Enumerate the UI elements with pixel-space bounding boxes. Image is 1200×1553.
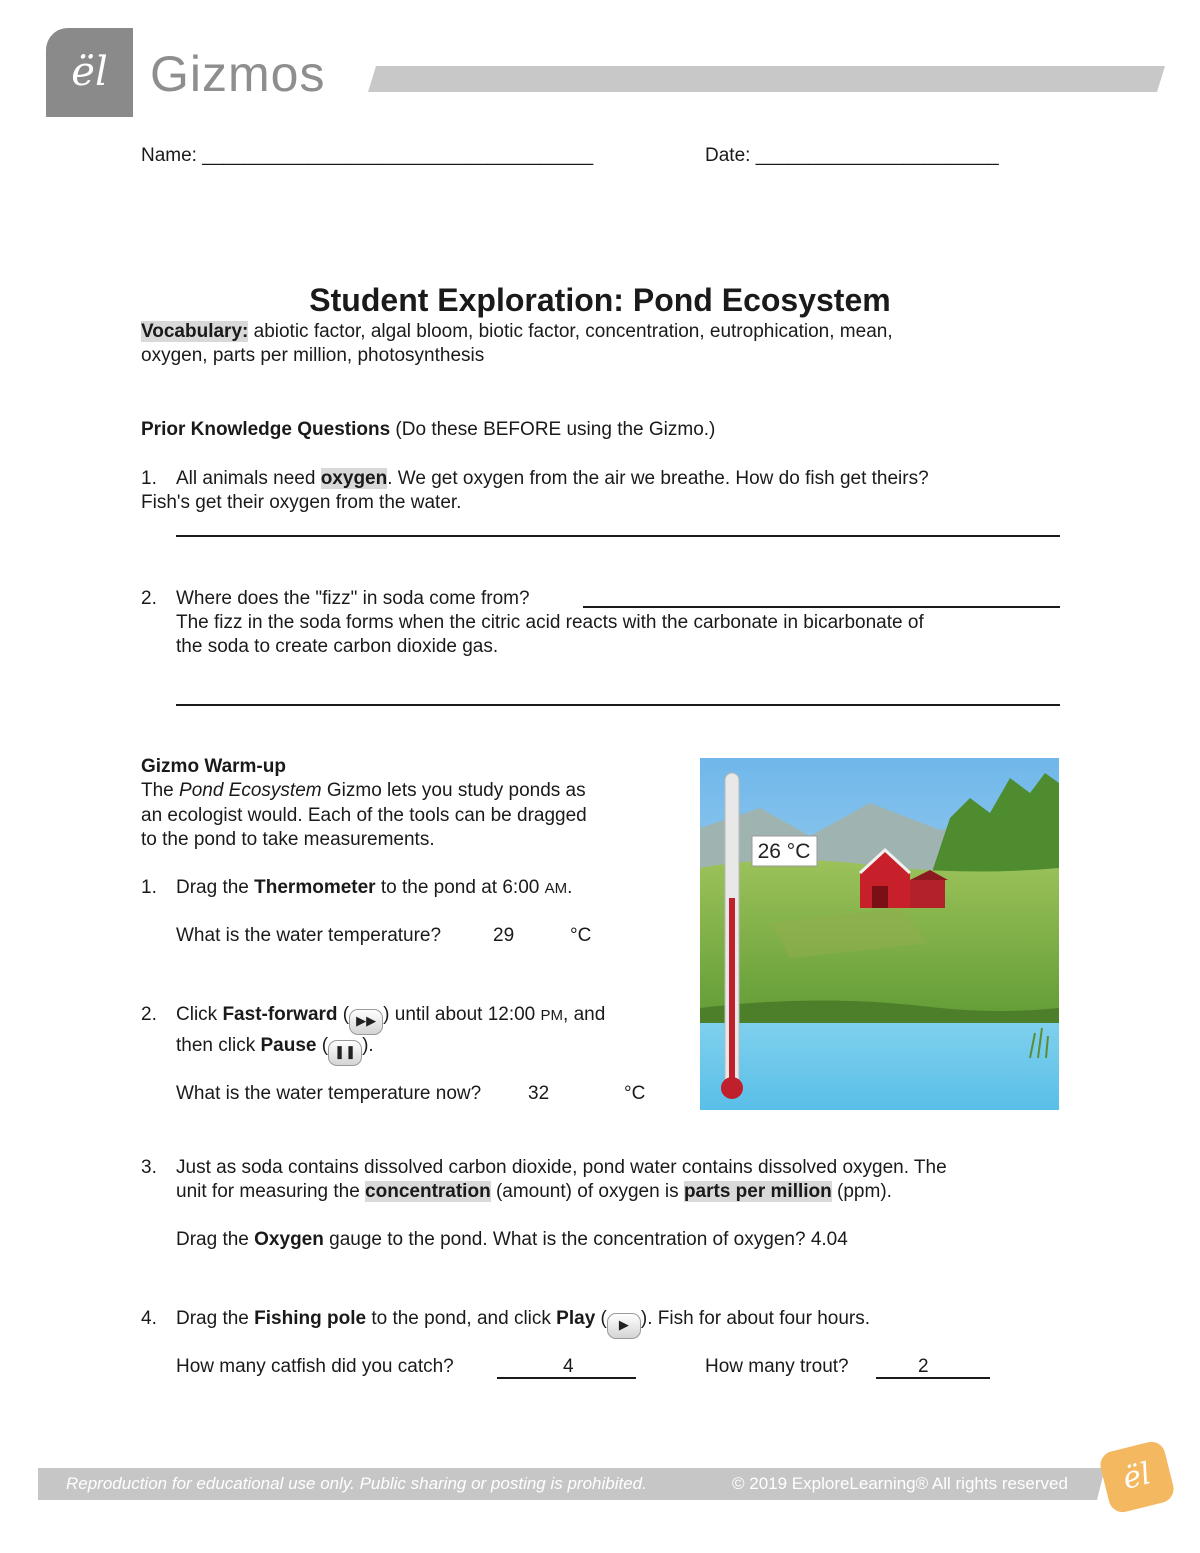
thermometer-reading: 26 °C	[757, 840, 811, 863]
step3-number: 3.	[141, 1157, 157, 1178]
question-2	[141, 587, 530, 611]
step2-mid2: ) until about 12:00	[383, 1004, 541, 1025]
step-3-line2	[176, 1180, 892, 1204]
vocabulary-line2: oxygen, parts per million, photosynthesis	[141, 345, 485, 366]
footer-copyright: © 2019 ExploreLearning® All rights reserved	[732, 1474, 1068, 1493]
brand-name: Gizmos	[150, 46, 326, 102]
step2-pm: PM	[540, 1007, 564, 1024]
step1-number: 1.	[141, 877, 157, 898]
prior-note: (Do these BEFORE using the Gizmo.)	[390, 419, 716, 440]
q2-inline-line	[583, 606, 1060, 608]
q2-answer-line2[interactable]: the soda to create carbon dioxide gas.	[176, 636, 499, 657]
warmup-heading	[141, 755, 286, 779]
q1-text-post: . We get oxygen from the air we breathe. How do fish get theirs?	[387, 468, 929, 489]
step2-mid3: , and	[563, 1004, 606, 1025]
prior-knowledge-heading	[141, 418, 715, 442]
step-1	[141, 876, 572, 901]
vocabulary-terms: abiotic factor, algal bloom, biotic factor, concentration, eutrophication, mean,	[248, 321, 893, 342]
footer-notice: Reproduction for educational use only. Public sharing or posting is prohibited.	[66, 1474, 647, 1493]
step2-mid1: (	[337, 1004, 350, 1025]
footer-logo-glyph: ël	[1119, 1456, 1155, 1497]
step-3	[141, 1156, 947, 1180]
control-play: Play	[556, 1308, 596, 1329]
step-2	[141, 1003, 605, 1035]
step2-line2-mid: (	[316, 1035, 329, 1056]
intro-post: Gizmo lets you study ponds as	[321, 780, 586, 801]
step2-line2-end: ).	[362, 1035, 374, 1056]
vocabulary-label: Vocabulary:	[141, 321, 249, 342]
term-parts-per-million: parts per million	[683, 1181, 832, 1202]
step3-q-pre: Drag the	[176, 1229, 255, 1250]
q1-text-pre: All animals need	[176, 468, 321, 489]
step2-question: What is the water temperature now?	[176, 1083, 482, 1104]
q2-answer-line	[176, 704, 1060, 706]
step1-question: What is the water temperature?	[176, 925, 442, 946]
step3-q-post: gauge to the pond. What is the concentration of oxygen?	[323, 1229, 806, 1250]
step2-unit: °C	[624, 1083, 646, 1104]
step3-line1: Just as soda contains dissolved carbon dioxide, pond water contains dissolved oxygen. The	[176, 1157, 947, 1178]
gizmo-name: Pond Ecosystem	[179, 780, 322, 801]
tool-oxygen: Oxygen	[254, 1229, 324, 1250]
term-oxygen: oxygen	[320, 468, 388, 489]
explorelearning-logo-icon	[1097, 1439, 1176, 1515]
pond-scene-illustration	[700, 758, 1059, 1110]
step1-am: AM	[544, 880, 568, 897]
tool-fishing-pole: Fishing pole	[254, 1308, 367, 1329]
question-1	[141, 467, 929, 491]
date-line	[705, 144, 999, 168]
q2-answer-line1[interactable]: The fizz in the soda forms when the citric acid reacts with the carbonate in bicarbonate of	[176, 612, 924, 633]
catfish-question: How many catfish did you catch?	[176, 1356, 454, 1377]
vocabulary-line1	[141, 320, 893, 344]
q2-number: 2.	[141, 588, 157, 609]
step4-number: 4.	[141, 1308, 157, 1329]
trout-answer-line	[876, 1377, 990, 1379]
date-label: Date:	[705, 145, 751, 166]
name-label: Name:	[141, 145, 197, 166]
step4-pre: Drag the	[176, 1308, 255, 1329]
trout-question: How many trout?	[705, 1356, 849, 1377]
control-fast-forward: Fast-forward	[222, 1004, 338, 1025]
warmup-intro1	[141, 779, 586, 803]
trout-answer[interactable]: 2	[918, 1356, 929, 1377]
gizmos-logo-icon	[46, 28, 133, 117]
intro-pre: The	[141, 780, 180, 801]
warmup-heading-text: Gizmo Warm-up	[141, 756, 286, 777]
play-icon[interactable]: ▶	[607, 1313, 641, 1339]
name-line	[141, 144, 593, 168]
step3-answer[interactable]: 4.04	[810, 1229, 848, 1250]
step-2-line2	[176, 1034, 374, 1066]
q1-answer[interactable]: Fish's get their oxygen from the water.	[141, 492, 462, 513]
logo-glyph: ël	[71, 49, 108, 95]
catfish-answer[interactable]: 4	[563, 1356, 574, 1377]
step1-answer[interactable]: 29	[493, 925, 515, 946]
step4-paren: (	[595, 1308, 607, 1329]
step1-post: to the pond at 6:00	[375, 877, 545, 898]
step1-pre: Drag the	[176, 877, 255, 898]
warmup-intro2: an ecologist would. Each of the tools can be dragged	[141, 805, 587, 826]
step2-pre: Click	[176, 1004, 223, 1025]
step3-question	[176, 1228, 848, 1252]
header-bar	[368, 66, 1165, 92]
control-pause: Pause	[260, 1035, 317, 1056]
step4-mid: to the pond, and click	[366, 1308, 557, 1329]
prior-heading: Prior Knowledge Questions	[141, 419, 391, 440]
step3-line2-mid: (amount) of oxygen is	[490, 1181, 684, 1202]
step-4	[141, 1307, 870, 1339]
step4-end: ). Fish for about four hours.	[640, 1308, 871, 1329]
step2-answer[interactable]: 32	[528, 1083, 550, 1104]
step1-end: .	[567, 877, 573, 898]
term-concentration: concentration	[365, 1181, 491, 1202]
q1-number: 1.	[141, 468, 157, 489]
page-title: Student Exploration: Pond Ecosystem	[309, 282, 891, 318]
q2-text: Where does the "fizz" in soda come from?	[176, 588, 530, 609]
pond-simulation-image	[700, 758, 1059, 1110]
date-blank[interactable]: _______________________	[755, 145, 999, 166]
warmup-intro3: to the pond to take measurements.	[141, 829, 435, 850]
name-blank[interactable]: _____________________________________	[202, 145, 594, 166]
pause-icon[interactable]: ❚❚	[328, 1040, 362, 1066]
tool-thermometer: Thermometer	[254, 877, 376, 898]
step2-line2-pre: then click	[176, 1035, 261, 1056]
step3-line2-end: (ppm).	[831, 1181, 892, 1202]
step3-line2-pre: unit for measuring the	[176, 1181, 366, 1202]
q1-answer-line	[176, 535, 1060, 537]
step1-unit: °C	[570, 925, 592, 946]
fast-forward-icon[interactable]: ▶▶	[349, 1009, 383, 1035]
step2-number: 2.	[141, 1004, 157, 1025]
